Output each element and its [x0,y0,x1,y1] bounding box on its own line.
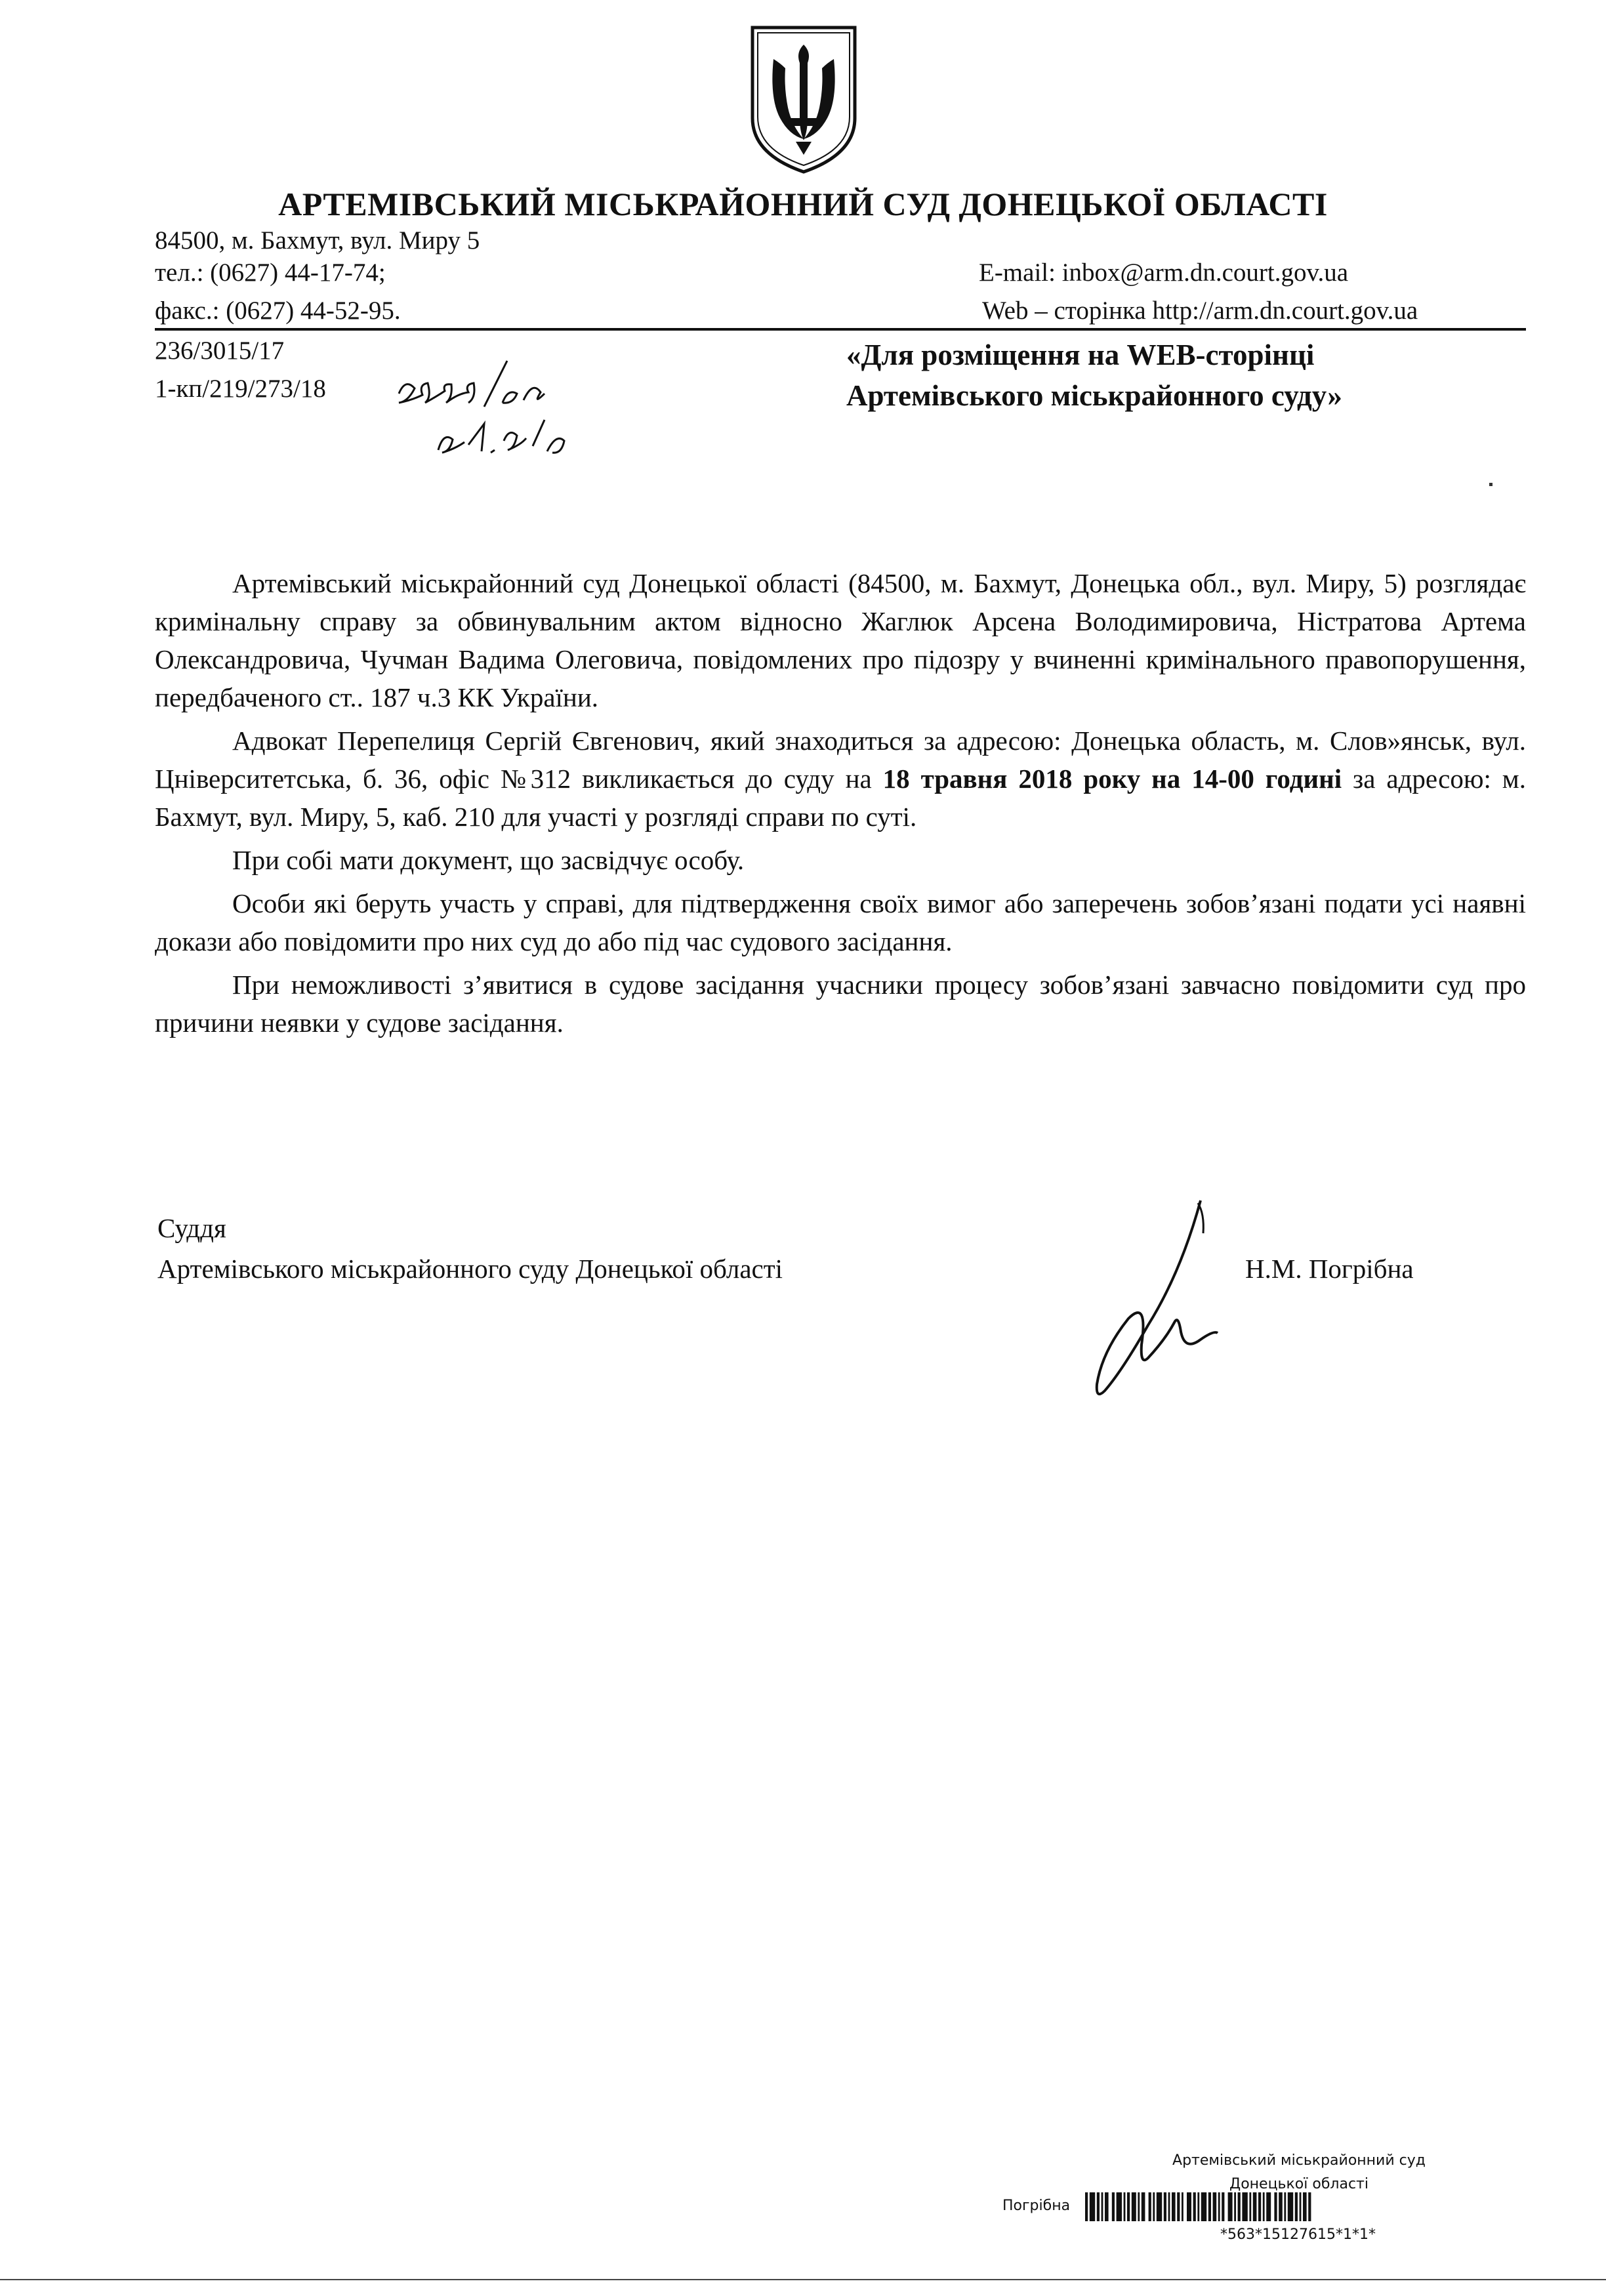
barcode-bar [1258,2192,1261,2221]
barcode-bar [1218,2192,1220,2221]
body-paragraph-absence: При неможливості з’явитися в судове засідання учасники процесу зобов’язані завчасно повідомити суд про причини неявки у судове засідання. [155,970,1526,1038]
barcode-number: *563*15127615*1*1* [1220,2226,1376,2243]
barcode-bar [1127,2192,1130,2221]
web-note-line1: «Для розміщення на WEB-сторінці [846,338,1315,371]
court-phone: тел.: (0627) 44-17-74; [155,258,386,287]
handwritten-registration-mark [392,354,602,466]
barcode-bar [1308,2192,1311,2221]
barcode-bar [1182,2192,1184,2221]
signatory-name: Н.М. Погрібна [1245,1254,1414,1284]
barcode-bar [1105,2192,1109,2221]
signatory-title: Суддя [157,1213,226,1243]
barcode-bar [1090,2192,1095,2221]
body-paragraph-evidence: Особи які беруть участь у справі, для підтвердження своїх вимог або заперечень зобов’язані подати усі наявні докази або повідомити про них суд до або під час судового засідання. [155,888,1526,956]
body-paragraph-identity: При собі мати документ, що засвідчує особу. [232,845,745,875]
scan-speck [1489,483,1493,486]
barcode-bar [1097,2192,1100,2221]
summons-text-end: за адресою: м. Бахмут, вул. Миру, 5, каб. 210 для участі у розгляді справи по суті. [155,764,1526,832]
stamp-court-line2: Донецької області [1229,2176,1369,2192]
barcode-bar [1300,2192,1302,2221]
body-paragraph-summons [155,722,1526,836]
barcode-bar [1172,2192,1176,2221]
scan-bottom-edge [0,2279,1606,2280]
barcode-bar [1242,2192,1247,2221]
barcode-bar [1279,2192,1283,2221]
barcode-bar [1201,2192,1206,2221]
barcode-bar [1124,2192,1126,2221]
header-divider [155,328,1526,331]
court-address: 84500, м. Бахмут, вул. Миру 5 [155,226,480,255]
barcode-bar [1164,2192,1166,2221]
barcode-bar [1177,2192,1180,2221]
barcode-bar [1284,2192,1286,2221]
letter-body [155,564,1526,1047]
proceeding-number: 1-кп/219/273/18 [155,375,326,403]
barcode-bar [1157,2192,1162,2221]
hearing-datetime: 18 травня 2018 року на 14-00 годині [882,764,1342,794]
stamp-court-line1: Артемівський міськрайонний суд [1172,2152,1426,2169]
barcode-bar [1303,2192,1307,2221]
body-paragraph-case: Артемівський міськрайонний суд Донецької області (84500, м. Бахмут, Донецька обл., вул. Миру, 5) розглядає кримінальну справу за обвинувальним актом відносно Жаглюк Арсена Володимировича, Ністратова Артема Олександровича, Чучман Вадима Олеговича, повідомлених про підозру у вчиненні кримінального правопорушення, передбаченого ст.. 187 ч.3 КК України. [155,568,1526,712]
barcode-bar [1149,2192,1151,2221]
barcode-bar [1274,2192,1277,2221]
stamp-court-name [1089,2149,1509,2196]
barcode-bar [1102,2192,1103,2221]
barcode-bar [1288,2192,1293,2221]
barcode-bar [1142,2192,1145,2221]
barcode-bar [1266,2192,1271,2221]
summons-text-start: Адвокат Перепелиця Сергій Євгенович, який знаходиться за адресою: Донецька область, м. Слов»янськ, вул. Цніверситетська, б. 36, офіс №312 викликається до суду на [155,726,1526,794]
document-barcode [1084,2191,1563,2223]
barcode-bar [1193,2192,1196,2221]
court-website: Web – сторінка http://arm.dn.court.gov.ua [982,297,1418,325]
barcode-bar [1132,2192,1136,2221]
barcode-bar [1187,2192,1191,2221]
barcode-bar [1085,2192,1088,2221]
barcode-bar [1117,2192,1122,2221]
barcode-bar [1168,2192,1170,2221]
barcode-bar [1253,2192,1257,2221]
barcode-bar [1222,2192,1224,2221]
case-number: 236/3015/17 [155,337,285,365]
court-fax: факс.: (0627) 44-52-95. [155,297,401,325]
web-publication-note [846,335,1342,416]
barcode-bar [1249,2192,1251,2221]
court-name-heading: АРТЕМІВСЬКИЙ МІСЬКРАЙОННИЙ СУД ДОНЕЦЬКОЇ ОБЛАСТІ [278,186,1328,222]
barcode-bar [1208,2192,1211,2221]
barcode-bar [1295,2192,1298,2221]
stamp-judge-name: Погрібна [1002,2198,1071,2214]
barcode-bar [1234,2192,1236,2221]
barcode-bar [1213,2192,1217,2221]
barcode-bar [1238,2192,1241,2221]
judge-signature [1050,1194,1246,1410]
barcode-bar [1153,2192,1155,2221]
barcode-bar [1197,2192,1199,2221]
web-note-line2: Артемівського міськрайонного суду» [846,379,1342,412]
signatory-court: Артемівського міськрайонного суду Донецької області [157,1254,783,1284]
coat-of-arms-trident-icon [745,20,863,177]
court-email: E-mail: inbox@arm.dn.court.gov.ua [979,258,1349,287]
barcode-bar [1228,2192,1233,2221]
barcode-bar [1263,2192,1265,2221]
barcode-bar [1138,2192,1140,2221]
barcode-bar [1112,2192,1115,2221]
